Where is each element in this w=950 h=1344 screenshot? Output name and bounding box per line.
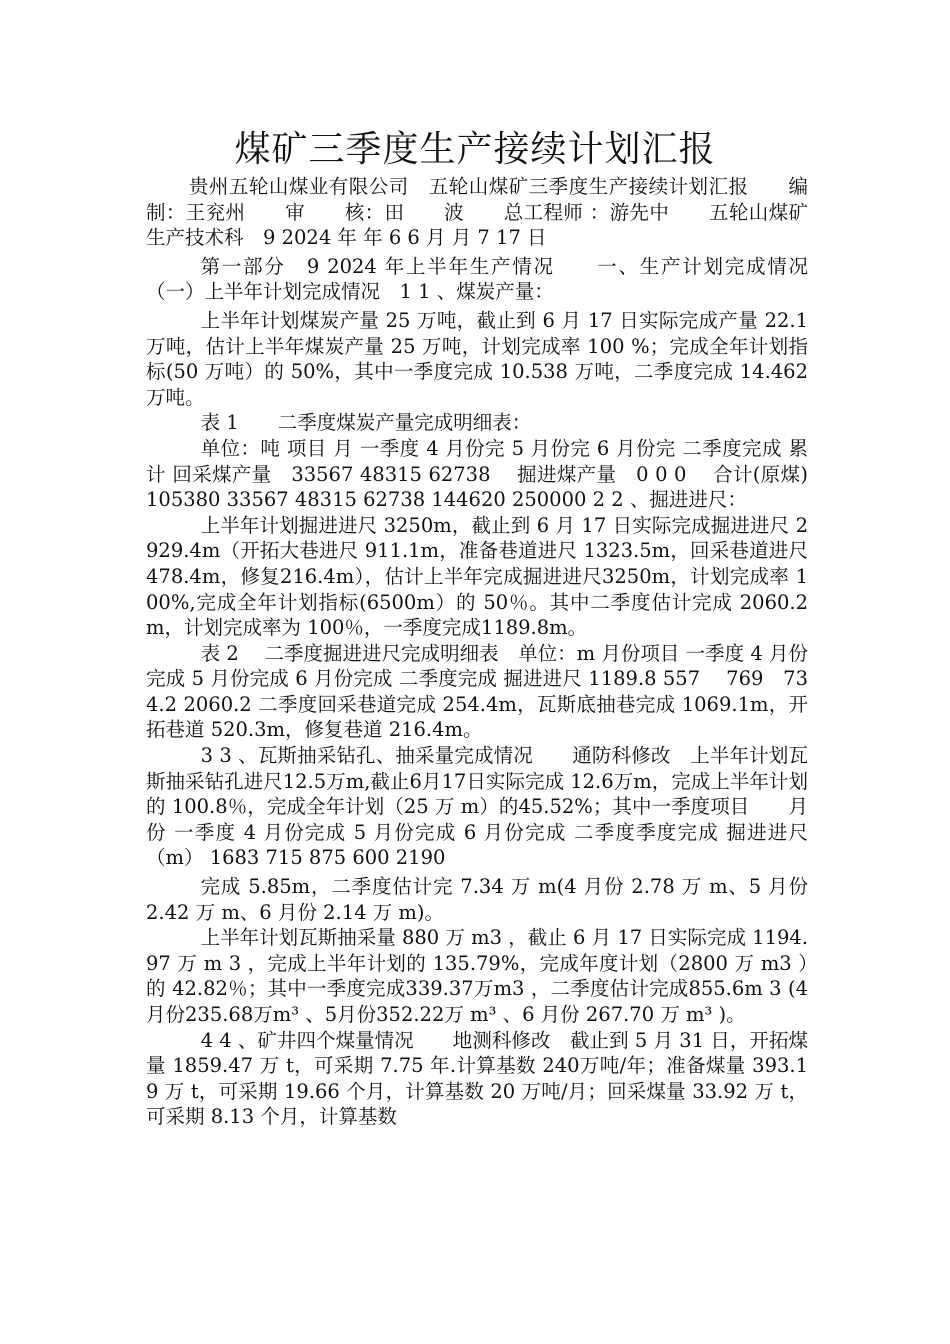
table-1-caption: 表 1 二季度煤炭产量完成明细表：	[200, 411, 532, 435]
document-body	[146, 174, 848, 1130]
coal-reserves-paragraph: 4 4 、矿井四个煤量情况 地测科修改 截止到 5 月 31 日，开拓煤量 1859.47 万 t，可采期 7.75 年.计算基数 240万吨/年；准备煤量 393.19 万 t，可采期 19.66 个月，计算基数 20 万吨/月；回采煤量 33.92 万 t，可采期 8.13 个月，计算基数	[146, 1028, 808, 1129]
gas-drilling-paragraph: 3 3 、瓦斯抽采钻孔、抽采量完成情况 通防科修改 上半年计划瓦斯抽采钻孔进尺12.5万m,截止6月17日实际完成 12.6万m，完成上半年计划的 100.8％，完成全年计划（25 万 m）的45.52%；其中一季度项目 月份 一季度 4 月份完成 5 月份完成 6 月份完成 二季度季度完成 掘进进尺（m） 1683 715 875 600 2190	[146, 744, 808, 870]
coal-output-paragraph: 上半年计划煤炭产量 25 万吨，截止到 6 月 17 日实际完成产量 22.1 万吨，估计上半年煤炭产量 25 万吨，计划完成率 100 %；完成全年计划指标(50 万吨）的 50%，其中一季度完成 10.538 万吨，二季度完成 14.462 万吨。	[146, 308, 808, 409]
excavation-paragraph: 上半年计划掘进进尺 3250m，截止到 6 月 17 日实际完成掘进进尺 2929.4m（开拓大巷进尺 911.1m，准备巷道进尺 1323.5m，回采巷道进尺 478.4m，修复216.4m），估计上半年完成掘进进尺3250m，计划完成率 100%,完成全年计划指标(6500m）的 50％。其中二季度估计完成 2060.2m，计划完成率为 100％，一季度完成1189.8m。	[146, 513, 808, 640]
section-heading-paragraph: 第一部分 9 2024 年上半年生产情况 一、生产计划完成情况 （一）上半年计划完成情况 1 1 、煤炭产量：	[146, 254, 848, 304]
table-1-content: 单位：吨 项目 月 一季度 4 月份完 5 月份完 6 月份完 二季度完成 累计 回采煤产量 33567 48315 62738 掘进煤产量 0 0 0 合计(原煤) 105380 33567 48315 62738 144620 250000 2 2 、掘进进尺：	[146, 436, 809, 512]
header-info-paragraph: 贵州五轮山煤业有限公司 五轮山煤矿三季度生产接续计划汇报 编 制：王兖州 审 核：田 波 总工程师 ：游先中 五轮山煤矿生产技术科 9 2024 年 年 6 6 月 月 7 17 日	[146, 175, 848, 250]
document-title: 煤矿三季度生产接续计划汇报	[234, 129, 716, 170]
table-2-content: 表 2 二季度掘进进尺完成明细表 单位：m 月份项目 一季度 4 月份完成 5 月份完成 6 月份完成 二季度完成 掘进进尺 1189.8 557 769 734.2 2060.2 二季度回采巷道完成 254.4m，瓦斯底抽巷完成 1069.1m，开拓巷道 520.3m，修复巷道 216.4m。	[146, 641, 808, 742]
gas-drilling-completion-paragraph: 完成 5.85m，二季度估计完 7.34 万 m(4 月份 2.78 万 m、5 月份 2.42 万 m、6 月份 2.14 万 m)。	[146, 875, 808, 924]
gas-extraction-paragraph: 上半年计划瓦斯抽采量 880 万 m3 ，截止 6 月 17 日实际完成 1194.97 万 m 3 ，完成上半年计划的 135.79%，完成年度计划（2800 万 m3 ）的 42.82％；其中一季度完成339.37万m3 ，二季度估计完成855.6m 3 (4月份235.68万m³ 、5月份352.22万 m³ 、6 月份 267.70 万 m³ )。	[146, 926, 808, 1026]
